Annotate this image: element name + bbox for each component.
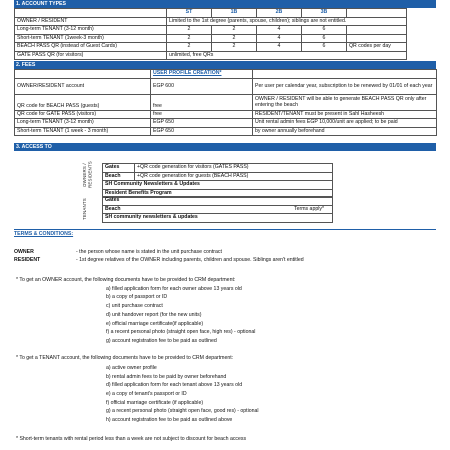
tenants-label: TENANTS xyxy=(82,198,87,220)
table-cell: 2 xyxy=(167,43,212,52)
list-item: g) a recent personal photo (straight open face, good res) - optional xyxy=(106,408,259,414)
account-types-header xyxy=(14,0,436,8)
table-row xyxy=(15,17,407,26)
list-item: b) a copy of passport or ID xyxy=(106,294,168,300)
owners-access-table xyxy=(102,163,333,198)
table-cell: 2 xyxy=(212,26,257,35)
column-header: ST xyxy=(167,9,212,18)
fee-value: EGP 650 xyxy=(151,127,253,136)
fees-header xyxy=(14,61,436,69)
definition-text: - 1st degree relatives of the OWNER including parents, children and spouse. Siblings aren't entitled xyxy=(76,257,304,263)
list-item: h) account registration fee to be paid as outlined above xyxy=(106,417,233,423)
list-item: d) unit handover report (for the new units) xyxy=(106,312,202,318)
row-note: unlimited, free QRs xyxy=(167,51,407,60)
table-cell: 4 xyxy=(257,34,302,43)
access-item: SH community newsletters & updates xyxy=(103,214,333,223)
account-types-table xyxy=(14,8,407,60)
table-row xyxy=(103,181,333,190)
table-cell: 6 xyxy=(302,26,347,35)
access-item: Beach xyxy=(103,205,333,214)
table-cell xyxy=(347,26,407,35)
table-cell xyxy=(15,70,151,79)
access-item: Gates xyxy=(103,164,135,173)
table-row xyxy=(103,164,333,173)
owner-docs-intro: * To get an OWNER account, the following documents have to be provided to CRM department: xyxy=(16,277,236,283)
list-item: a) active owner profile xyxy=(106,365,157,371)
definition-term: OWNER xyxy=(14,249,34,255)
table-cell: 2 xyxy=(167,26,212,35)
row-extra: QR codes per day xyxy=(347,43,407,52)
terms-apply-text: Terms apply* xyxy=(294,206,324,212)
access-item: Gates xyxy=(103,197,333,206)
table-cell xyxy=(347,9,407,18)
table-row xyxy=(15,127,437,136)
row-label: Short-term TENANT (1week-3 month) xyxy=(15,34,167,43)
access-item: SH Community Newsletters & Updates xyxy=(103,181,333,190)
fees-sub-header: USER PROFILE CREATION* xyxy=(151,70,253,79)
fee-value: EGP 600 xyxy=(151,78,253,94)
table-row xyxy=(15,51,407,60)
access-item: Beach xyxy=(103,172,135,181)
fee-note: Per user per calendar year, subscription to be renewed by 01/01 of each year xyxy=(253,78,437,94)
table-cell xyxy=(15,9,167,18)
list-item: d) filled application form for each tenant above 13 years old xyxy=(106,382,243,388)
list-item: b) rental admin fees to be paid by owner beforehand xyxy=(106,374,227,380)
row-label: BEACH PASS QR (instead of Guest Cards) xyxy=(15,43,167,52)
table-row xyxy=(15,94,437,110)
table-row xyxy=(15,78,437,94)
fees-table xyxy=(14,69,437,136)
table-row xyxy=(15,34,407,43)
table-row xyxy=(103,214,333,223)
table-cell: 4 xyxy=(257,26,302,35)
table-row xyxy=(15,26,407,35)
column-header: 1B xyxy=(212,9,257,18)
table-row xyxy=(15,110,437,119)
row-note: Limited to the 1st degree (parents, spouse, children); siblings are not entitled. xyxy=(167,17,407,26)
table-cell: 2 xyxy=(212,34,257,43)
row-label: Short-term TENANT (1 week - 3 month) xyxy=(15,127,151,136)
list-item: e) official marriage certificate(if applicable) xyxy=(106,321,204,327)
owners-residents-label: OWNERS / RESIDENTS xyxy=(82,161,93,189)
table-row xyxy=(15,43,407,52)
table-cell: 6 xyxy=(302,34,347,43)
list-item: a) filled application form for each owner above 13 years old xyxy=(106,286,242,292)
column-header: 2B xyxy=(257,9,302,18)
footnote: * Short-term tenants with rental period less than a week are not subject to discount for beach access xyxy=(16,436,247,442)
list-item: e) a copy of tenant's passport or ID xyxy=(106,391,187,397)
table-cell: 4 xyxy=(257,43,302,52)
fees-title: 2. FEES xyxy=(16,62,36,68)
fee-note: OWNER / RESIDENT will be able to generate BEACH PASS QR only after entering the beach xyxy=(253,94,437,110)
table-cell: 6 xyxy=(302,43,347,52)
list-item: c) unit purchase contract xyxy=(106,303,163,309)
table-cell xyxy=(253,70,437,79)
table-cell: 2 xyxy=(167,34,212,43)
row-label: OWNER/RESIDENT account xyxy=(15,78,151,94)
terms-divider xyxy=(14,229,436,236)
table-row xyxy=(103,172,333,181)
table-row xyxy=(15,9,407,18)
terms-title: TERMS & CONDITIONS: xyxy=(14,231,74,237)
table-row xyxy=(15,70,437,79)
table-cell: 2 xyxy=(212,43,257,52)
account-types-title: 1. ACCOUNT TYPES xyxy=(16,1,66,7)
fee-value: free xyxy=(151,110,253,119)
row-label: QR code for BEACH PASS (guests) xyxy=(15,94,151,110)
list-item: f) official marriage certificate (if applicable) xyxy=(106,400,204,406)
list-item: g) account registration fee to be paid as outlined xyxy=(106,338,217,344)
access-note: +QR code generation for guests (BEACH PASS) xyxy=(135,172,333,181)
access-title: 3. ACCESS TO xyxy=(16,144,52,150)
row-label: GATE PASS QR (for visitors) xyxy=(15,51,167,60)
access-note: +QR code generation for visitors (GATES PASS) xyxy=(135,164,333,173)
row-label: OWNER / RESIDENT xyxy=(15,17,167,26)
fee-value: EGP 650 xyxy=(151,119,253,128)
fee-note: RESIDENT/TENANT must be present in Sahl Hasheesh xyxy=(253,110,437,119)
column-header: 3B xyxy=(302,9,347,18)
table-row xyxy=(15,119,437,128)
definition-text: - the person whose name is stated in the unit purchase contract xyxy=(76,249,222,255)
row-label: QR code for GATE PASS (visitors) xyxy=(15,110,151,119)
fee-note: by owner annually beforehand xyxy=(253,127,437,136)
fee-value: free xyxy=(151,94,253,110)
tenant-docs-intro: * To get a TENANT account, the following documents have to be provided to CRM department: xyxy=(16,355,234,361)
list-item: f) a recent personal photo (straight open face, high res) - optional xyxy=(106,329,256,335)
fee-note: Unit rental admin fees EGP 10,000/unit are applied; to be paid xyxy=(253,119,437,128)
row-label: Long-term TENANT (3-12 month) xyxy=(15,119,151,128)
definition-term: RESIDENT xyxy=(14,257,41,263)
access-item: Resident Benefits Program xyxy=(103,189,333,198)
table-row xyxy=(103,197,333,206)
table-cell xyxy=(347,34,407,43)
access-header xyxy=(14,143,436,151)
row-label: Long-term TENANT (3-12 month) xyxy=(15,26,167,35)
